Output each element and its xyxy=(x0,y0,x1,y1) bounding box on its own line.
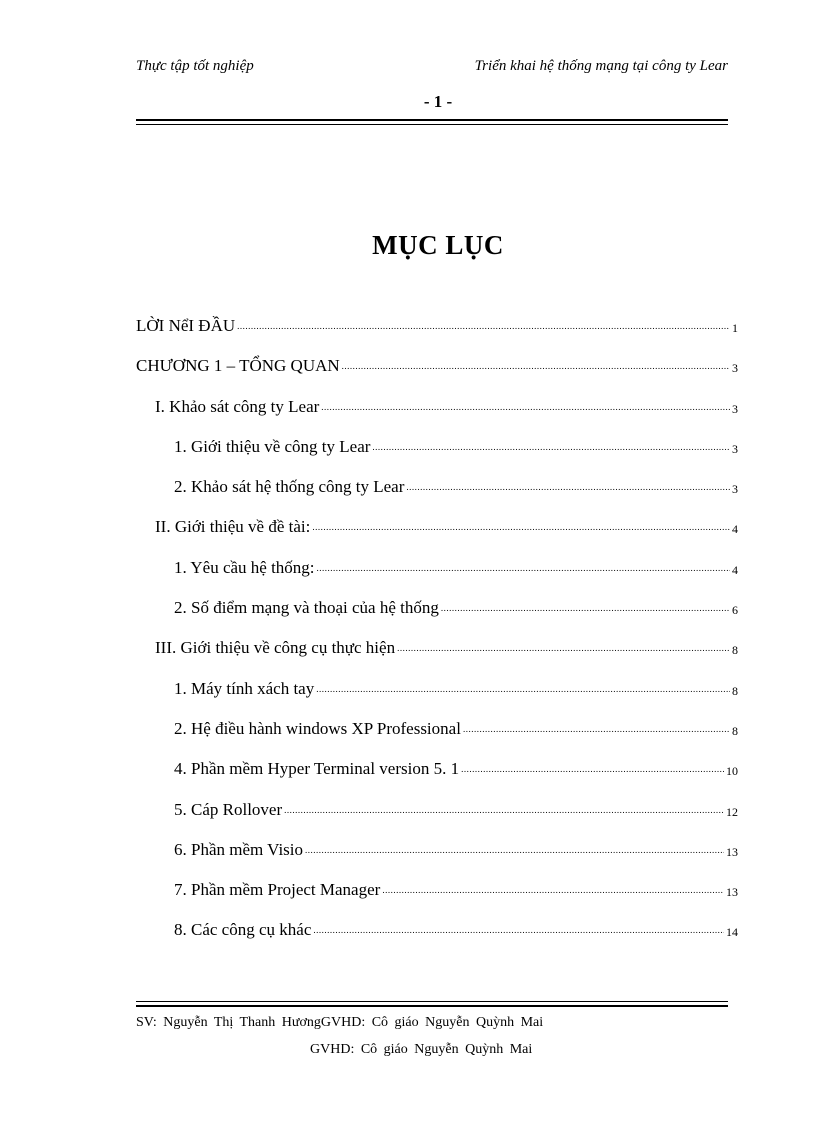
toc-entry-page: 1 xyxy=(732,321,738,335)
toc-entry[interactable] xyxy=(136,800,738,840)
toc-entry[interactable] xyxy=(136,598,738,638)
toc-dot-leader xyxy=(305,850,724,857)
toc-entry[interactable] xyxy=(136,558,738,598)
toc-dot-leader xyxy=(284,810,724,817)
toc-entry-page: 13 xyxy=(726,885,738,900)
toc-entry-page: 13 xyxy=(726,844,738,859)
toc-dot-leader xyxy=(312,527,730,534)
toc-entry-page: 12 xyxy=(726,804,738,819)
toc-entry-label: 5. Cáp Rollover xyxy=(174,799,283,819)
toc-entry[interactable] xyxy=(136,397,738,437)
toc-dot-leader xyxy=(342,366,730,373)
toc-entry-label: 2. Số điểm mạng và thoại của hệ thống xyxy=(174,598,439,618)
page-title: MỤC LỤC xyxy=(372,230,504,260)
toc-dot-leader xyxy=(382,890,724,897)
toc-entry-page: 3 xyxy=(732,482,738,497)
toc-entry-label: 6. Phần mềm Visio xyxy=(174,839,304,859)
toc-dot-leader xyxy=(321,407,730,414)
toc-dot-leader xyxy=(397,648,730,655)
toc-entry-page: 8 xyxy=(732,683,738,698)
toc-entry-label: CHƯƠNG 1 – TỔNG QUAN xyxy=(136,356,340,376)
toc-entry-label: I. Khảo sát công ty Lear xyxy=(155,396,320,416)
toc-entry-label: 8. Các công cụ khác xyxy=(174,920,312,940)
toc-entry[interactable] xyxy=(136,638,738,678)
footer-line-2: GVHD: Cô giáo Nguyễn Quỳnh Mai xyxy=(310,1042,533,1057)
header-divider-thin xyxy=(136,124,728,125)
toc-dot-leader xyxy=(372,447,730,454)
toc-entry[interactable] xyxy=(136,517,738,557)
toc-entry-label: LỜI NểI ĐẦU xyxy=(136,316,236,335)
toc-entry-label: II. Giới thiệu về đề tài: xyxy=(155,517,311,537)
header-left-text: Thực tập tốt nghiệp xyxy=(136,58,254,74)
toc-entry-label: 1. Yêu cầu hệ thống: xyxy=(174,557,315,577)
footer-divider xyxy=(136,1005,728,1007)
header-right-text: Triển khai hệ thống mạng tại công ty Lear xyxy=(474,58,728,74)
toc-entry[interactable] xyxy=(136,477,738,517)
toc-entry[interactable] xyxy=(136,719,738,759)
toc-entry-page: 4 xyxy=(732,522,738,537)
toc-entry[interactable] xyxy=(136,880,738,920)
toc-dot-leader xyxy=(463,729,730,736)
toc-entry-label: III. Giới thiệu về công cụ thực hiện xyxy=(155,638,396,658)
toc-entry-label: 1. Giới thiệu về công ty Lear xyxy=(174,436,371,456)
toc-entry-label: 1. Máy tính xách tay xyxy=(174,678,315,698)
toc-entry-page: 8 xyxy=(732,723,738,738)
toc-entry[interactable] xyxy=(136,316,738,356)
toc-entry[interactable] xyxy=(136,356,738,396)
toc-dot-leader xyxy=(441,608,730,615)
toc-dot-leader xyxy=(317,568,730,575)
toc-dot-leader xyxy=(406,487,730,494)
toc-entry-label: 2. Hệ điều hành windows XP Professional xyxy=(174,718,461,738)
toc-entry-page: 3 xyxy=(732,441,738,456)
toc-entry-page: 8 xyxy=(732,643,738,658)
toc-entry[interactable] xyxy=(136,840,738,880)
page-number: - 1 - xyxy=(423,92,453,111)
toc-entry-page: 4 xyxy=(732,562,738,577)
footer-divider-thin xyxy=(136,1001,728,1002)
toc-entry-label: 2. Khảo sát hệ thống công ty Lear xyxy=(174,477,405,497)
toc-dot-leader xyxy=(237,326,730,333)
toc-entry[interactable] xyxy=(136,759,738,799)
header-divider xyxy=(136,119,728,121)
toc-dot-leader xyxy=(316,689,730,696)
toc-entry[interactable] xyxy=(136,437,738,477)
toc-dot-leader xyxy=(313,930,724,937)
toc-entry[interactable] xyxy=(136,679,738,719)
toc-entry-page: 6 xyxy=(732,603,738,618)
toc-entry-label: 4. Phần mềm Hyper Terminal version 5. 1 xyxy=(174,759,460,779)
toc-entry[interactable] xyxy=(136,920,738,960)
toc-dot-leader xyxy=(461,769,724,776)
footer-line-1: SV: Nguyễn Thị Thanh HươngGVHD: Cô giáo Nguyễn Quỳnh Mai xyxy=(136,1015,544,1030)
toc-entry-page: 3 xyxy=(732,361,738,376)
toc-entry-page: 3 xyxy=(732,401,738,416)
toc-entry-page: 10 xyxy=(726,764,738,779)
toc-entry-label: 7. Phần mềm Project Manager xyxy=(174,880,381,900)
table-of-contents xyxy=(136,316,738,961)
toc-entry-page: 14 xyxy=(726,925,738,940)
